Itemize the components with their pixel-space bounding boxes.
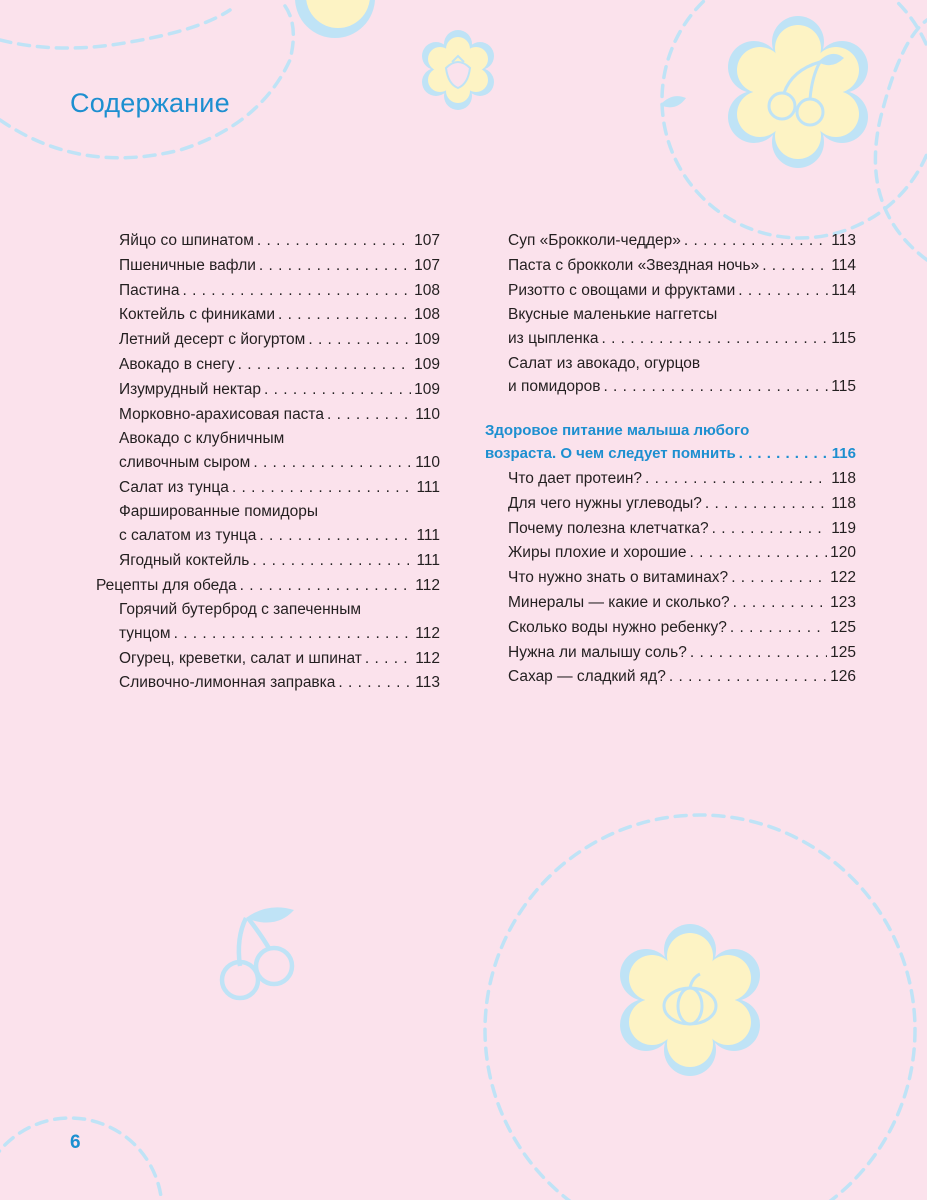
page-title: Содержание xyxy=(70,88,230,118)
toc-entry[interactable] xyxy=(485,641,856,665)
toc-entry-title: Яйцо со шпинатом xyxy=(119,232,254,249)
toc-entry[interactable] xyxy=(96,303,440,327)
toc-page-number: 112 xyxy=(415,649,440,667)
toc-page-number: 114 xyxy=(831,256,856,274)
dot-leader xyxy=(232,476,414,500)
dot-leader xyxy=(731,566,827,590)
toc-entry-title: Здоровое питание малыша любого xyxy=(485,421,750,439)
toc-page-number: 108 xyxy=(414,306,440,324)
toc-entry-title: Что нужно знать о витаминах? xyxy=(508,569,729,587)
dot-leader xyxy=(762,254,828,278)
toc-entry[interactable] xyxy=(485,591,856,615)
dashed-curve-top-left xyxy=(0,10,230,48)
toc-entry-title: Пшеничные вафли xyxy=(119,256,256,274)
toc-page-number: 112 xyxy=(415,576,440,594)
toc-entry-title: Суп «Брокколи-чеддер» xyxy=(508,232,681,249)
toc-entry-title: Рецепты для обеда xyxy=(96,576,237,594)
toc-entry-title: Сливочно-лимонная заправка xyxy=(119,674,336,692)
toc-entry[interactable] xyxy=(96,427,440,474)
toc-page-number: 126 xyxy=(830,668,856,686)
dot-leader xyxy=(601,327,828,351)
toc-entry[interactable] xyxy=(96,279,440,303)
toc-section-entry[interactable] xyxy=(485,419,856,466)
dot-leader xyxy=(669,665,827,689)
toc-page-number: 112 xyxy=(415,624,440,642)
toc-entry-title: возраста. О чем следует помнить xyxy=(485,445,736,463)
dot-leader xyxy=(240,574,413,598)
toc-page-number: 109 xyxy=(414,331,440,349)
dot-leader xyxy=(174,622,413,646)
toc-entry-title: из цыпленка xyxy=(508,329,599,347)
toc-entry[interactable] xyxy=(96,403,440,427)
toc-entry-title: Фаршированные помидоры xyxy=(119,503,318,521)
toc-entry[interactable] xyxy=(485,279,856,303)
toc-entry-title: Жиры плохие и хорошие xyxy=(508,544,687,562)
toc-entry[interactable] xyxy=(485,352,856,399)
toc-entry[interactable] xyxy=(96,353,440,377)
toc-page-number: 109 xyxy=(414,380,440,398)
strawberry-icon xyxy=(422,30,494,110)
dashed-circle-bottom-left xyxy=(0,1118,162,1200)
toc-entry-title: Ягодный коктейль xyxy=(119,551,250,569)
toc-entry-title: Авокадо в снегу xyxy=(119,355,235,373)
toc-page-number: 110 xyxy=(415,405,440,423)
toc-entry-title: Паста с брокколи «Звездная ночь» xyxy=(508,256,760,274)
toc-entry[interactable] xyxy=(485,665,856,689)
dashed-curve-right-edge xyxy=(875,20,927,260)
dot-leader xyxy=(738,279,828,303)
toc-entry-title: и помидоров xyxy=(508,378,601,396)
dot-leader xyxy=(338,671,412,695)
toc-entry[interactable] xyxy=(485,566,856,590)
toc-page-number: 120 xyxy=(830,544,856,562)
toc-page-number: 122 xyxy=(830,569,856,587)
toc-entry[interactable] xyxy=(96,598,440,645)
toc-page-number: 114 xyxy=(831,281,856,299)
toc-entry[interactable] xyxy=(485,492,856,516)
dot-leader xyxy=(257,229,411,253)
toc-page-number: 111 xyxy=(416,526,440,544)
toc-page-number: 115 xyxy=(831,329,856,347)
toc-page-number: 116 xyxy=(831,445,856,463)
toc-entry-title: Салат из авокадо, огурцов xyxy=(508,354,701,372)
toc-entry-title: Что дает протеин? xyxy=(508,469,643,487)
toc-page-number: 115 xyxy=(831,378,856,396)
dot-leader xyxy=(308,328,411,352)
toc-entry[interactable] xyxy=(485,303,856,350)
dot-leader xyxy=(733,591,827,615)
leaf-icon xyxy=(660,96,686,107)
toc-entry[interactable] xyxy=(485,517,856,541)
toc-page-number: 111 xyxy=(416,478,440,496)
dot-leader xyxy=(712,517,829,541)
toc-entry[interactable] xyxy=(96,647,440,671)
toc-entry-title: Для чего нужны углеводы? xyxy=(508,494,702,512)
toc-entry-title: сливочным сыром xyxy=(119,453,251,471)
toc-entry[interactable] xyxy=(96,254,440,278)
toc-entry-title: Авокадо с клубничным xyxy=(119,430,285,448)
dot-leader xyxy=(253,451,412,475)
toc-entry[interactable] xyxy=(485,229,856,253)
toc-page-number: 109 xyxy=(414,355,440,373)
toc-entry-title: Пастина xyxy=(119,281,180,299)
toc-page-number: 125 xyxy=(830,618,856,636)
cherry-outline-icon xyxy=(222,907,294,998)
flower-top-partial xyxy=(295,0,375,38)
toc-page-number: 119 xyxy=(831,519,856,537)
dot-leader xyxy=(645,467,828,491)
toc-entry-title: Почему полезна клетчатка? xyxy=(508,519,709,537)
toc-page-number: 108 xyxy=(414,281,440,299)
toc-entry[interactable] xyxy=(485,254,856,278)
page-number: 6 xyxy=(70,1132,81,1153)
dashed-curve-top-mid xyxy=(0,0,293,158)
toc-entry[interactable] xyxy=(485,541,856,565)
toc-entry-title: Горячий бутерброд с запеченным xyxy=(119,601,361,619)
toc-entry-title: Морковно-арахисовая паста xyxy=(119,405,324,423)
dot-leader xyxy=(238,353,412,377)
toc-entry-title: Сахар — сладкий яд? xyxy=(508,668,666,686)
toc-column-right xyxy=(485,229,856,689)
toc-page-number: 107 xyxy=(414,256,440,274)
toc-entry[interactable] xyxy=(485,467,856,491)
section-gap xyxy=(485,399,856,419)
toc-page-number: 123 xyxy=(830,593,856,611)
toc-entry[interactable] xyxy=(96,378,440,402)
toc-page-number: 118 xyxy=(831,469,856,487)
dot-leader xyxy=(684,229,828,253)
toc-entry-title: Коктейль с финиками xyxy=(119,306,275,324)
dot-leader xyxy=(705,492,828,516)
dot-leader xyxy=(278,303,411,327)
dot-leader xyxy=(259,254,411,278)
dot-leader xyxy=(327,403,412,427)
toc-page-number: 110 xyxy=(415,453,440,471)
toc-entry-title: Летний десерт с йогуртом xyxy=(119,331,306,349)
toc-entry-title: Нужна ли малышу соль? xyxy=(508,643,687,661)
dot-leader xyxy=(264,378,411,402)
toc-page-number: 113 xyxy=(831,232,856,249)
toc-entry-title: Салат из тунца xyxy=(119,478,229,496)
toc-entry-title: тунцом xyxy=(119,624,171,642)
toc-entry[interactable] xyxy=(96,671,440,695)
dot-leader xyxy=(365,647,412,671)
toc-entry-title: Изумрудный нектар xyxy=(119,380,261,398)
toc-page-number: 107 xyxy=(414,232,440,249)
toc-entry[interactable] xyxy=(96,549,440,573)
toc-entry[interactable] xyxy=(96,574,440,598)
toc-entry-title: Минералы — какие и сколько? xyxy=(508,593,730,611)
dot-leader xyxy=(182,279,411,303)
dot-leader xyxy=(690,541,828,565)
toc-entry[interactable] xyxy=(96,328,440,352)
dot-leader xyxy=(259,524,413,548)
toc-entry-title: с салатом из тунца xyxy=(119,526,257,544)
toc-entry[interactable] xyxy=(96,229,440,253)
dot-leader xyxy=(603,375,828,399)
dot-leader xyxy=(739,442,829,466)
toc-entry-title: Сколько воды нужно ребенку? xyxy=(508,618,727,636)
toc-column-left xyxy=(96,229,440,695)
dot-leader xyxy=(252,549,413,573)
pumpkin-icon xyxy=(620,924,760,1076)
toc-entry-title: Огурец, креветки, салат и шпинат xyxy=(119,649,362,667)
toc-page-number: 113 xyxy=(415,674,440,692)
toc-entry-title: Вкусные маленькие наггетсы xyxy=(508,306,718,324)
toc-entry[interactable] xyxy=(96,476,440,500)
toc-entry-title: Ризотто с овощами и фруктами xyxy=(508,281,736,299)
toc-entry[interactable] xyxy=(485,616,856,640)
toc-page-number: 111 xyxy=(416,551,440,569)
dot-leader xyxy=(690,641,827,665)
toc-page-number: 125 xyxy=(830,643,856,661)
toc-entry[interactable] xyxy=(96,500,440,547)
toc-page-number: 118 xyxy=(831,494,856,512)
cherry-icon xyxy=(728,16,868,168)
dot-leader xyxy=(730,616,827,640)
